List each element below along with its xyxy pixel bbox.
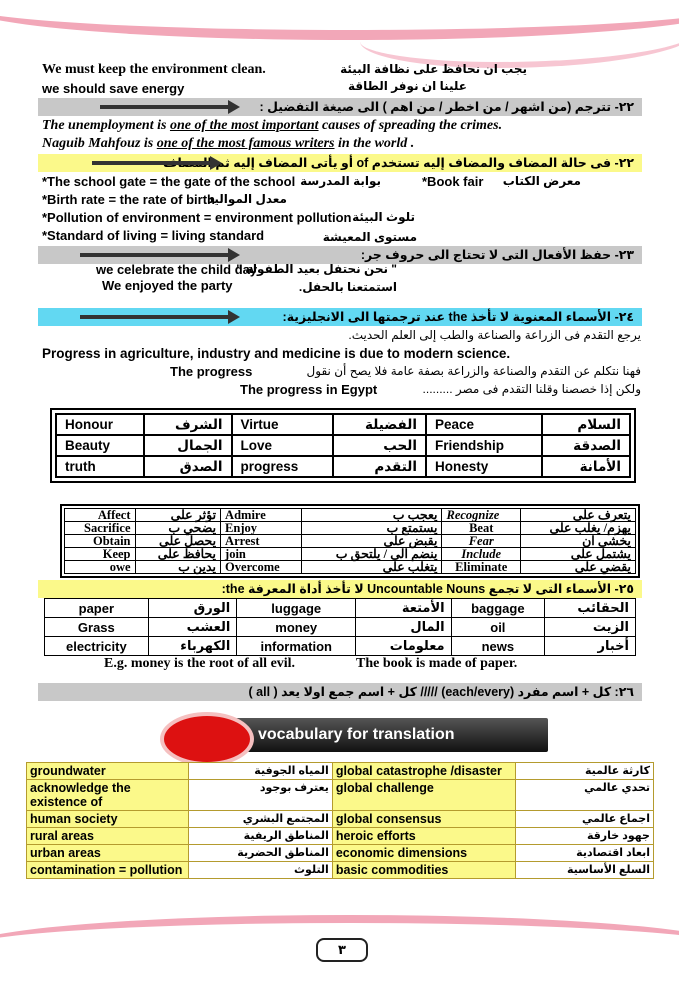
top-decorative-curve-2 [360, 2, 679, 68]
page-number: ٣ [316, 938, 368, 962]
vocabulary-table [26, 762, 654, 879]
table-row: owe يدين ب Overcome يتغلب على Eliminate يقضي على [65, 561, 636, 574]
sentence-ar-1: يجب ان نحافظ على نظافة البيئة [340, 62, 527, 76]
uncountable-nouns-table [44, 598, 636, 656]
arrow-icon [80, 253, 230, 257]
section-22a-header-text: ٢٢- تترجم (من اشهر / من اخطر / من اهم ) الى صيغة التفضيل : [259, 100, 634, 114]
sentence-23-ar-2: استمتعنا بالحفل. [298, 280, 397, 294]
sentence-en-1: We must keep the environment clean. [42, 62, 266, 77]
table-row: urban areas المناطق الحضرية economic dimensions ابعاد اقتصادية [27, 845, 654, 862]
example-22a-2: Naguib Mahfouz is one of the most famous writers in the world . [42, 136, 415, 151]
arrow-icon [100, 105, 230, 109]
banner-decoration-icon [160, 712, 254, 766]
compound-item-3-ar: تلوث البيئة [352, 210, 415, 224]
table-row: Sacrifice يضحي ب Enjoy يستمتع ب Beat يهزم/ يغلب على [65, 522, 636, 535]
sentence-ar-2: علينا ان نوفر الطاقة [347, 79, 467, 93]
uncountable-table-frame [44, 598, 636, 656]
example-25-2: The book is made of paper. [356, 656, 518, 671]
compound-item-3: *Pollution of environment = environment pollution [42, 210, 352, 225]
table-row: acknowledge the existence of يعترف بوجود global challenge تحدي عالمي [27, 780, 654, 811]
compound-item-1: *The school gate = the gate of the school [42, 174, 296, 189]
compound-item-4: *Standard of living = living standard [42, 228, 265, 243]
compound-item-2-ar: معدل المواليد [207, 192, 287, 206]
arrow-icon [92, 161, 212, 165]
sentence-24-ar-1: يرجع التقدم فى الزراعة والصناعة والطب إلى العلم الحديث. [348, 328, 641, 342]
sentence-23-ar-1: " نحن نحتفل بعيد الطفولة " [236, 262, 397, 276]
compound-item-4-ar: مستوى المعيشة [322, 230, 417, 244]
table-row: truth الصدق progress التقدم Honesty الأمانة [56, 456, 630, 477]
sentence-23-en-2: We enjoyed the party [102, 278, 233, 293]
section-23-header-text: ٢٣- حفظ الأفعال التى لا تحتاج الى حروف جر: [360, 248, 634, 262]
abstract-nouns-table-frame [50, 408, 636, 483]
compound-item-1b: *Book fair [422, 174, 484, 189]
sentence-24-en-1: Progress in agriculture, industry and medicine is due to modern science. [42, 346, 511, 361]
sentence-24-en-2: The progress [170, 364, 253, 379]
compound-item-2: *Birth rate = the rate of birth [42, 192, 215, 207]
verbs-table [64, 508, 636, 574]
sentence-24-ar-2: فهنا نتكلم عن التقدم والصناعة والزراعة بصفة عامة فلا يصح أن نقول [306, 364, 641, 378]
table-row: paper الورق luggage الأمتعة baggage الحقائب [45, 599, 636, 618]
example-22a-1: The unemployment is one of the most important causes of spreading the crimes. [42, 118, 503, 133]
vocabulary-table-frame [26, 762, 654, 879]
arrow-icon [80, 315, 230, 319]
sentence-24-en-3: The progress in Egypt [240, 382, 378, 397]
table-row: Affect تؤثر على Admire يعجب ب Recognize يتعرف على [65, 509, 636, 522]
abstract-nouns-table [55, 413, 631, 478]
table-row: electricity الكهرباء information معلومات news أخبار [45, 637, 636, 656]
sentence-23-en-1: we celebrate the child day [96, 262, 258, 277]
vocabulary-banner: vocabulary for translation [228, 718, 548, 752]
table-row: Grass العشب money المال oil الزيت [45, 618, 636, 637]
table-row: Beauty الجمال Love الحب Friendship الصدقة [56, 435, 630, 456]
table-row: Keep يحافظ على join ينضم الى / يلتحق ب Include يشتمل على [65, 548, 636, 561]
section-24-header-text: ٢٤- الأسماء المعنوية لا تأخذ the عند ترجمتها الى الانجليزية: [282, 310, 634, 324]
example-25-1: E.g. money is the root of all evil. [104, 656, 296, 671]
table-row: groundwater المياه الجوفية global catastrophe /disaster كارثة عالمية [27, 763, 654, 780]
verbs-table-frame [60, 504, 640, 578]
sentence-24-ar-3: ولكن إذا خصصنا وقلنا التقدم فى مصر ......... [422, 382, 641, 396]
section-22b-header-text: ٢٢- فى حالة المضاف والمضاف إليه تستخدم of أو يأتى المضاف إليه ثم المضاف [162, 156, 634, 170]
compound-item-1-ar: بوابة المدرسة [300, 174, 381, 188]
table-row: contamination = pollution التلوث basic commodities السلع الأساسية [27, 862, 654, 879]
table-row: human society المجتمع البشري global consensus اجماع عالمي [27, 811, 654, 828]
section-25-header-text: ٢٥- الأسماء التى لا تجمع Uncountable Nouns لا تأخذ أداة المعرفة the: [221, 582, 634, 596]
sentence-en-2: we should save energy [42, 81, 185, 96]
section-25-header [38, 580, 642, 598]
table-row: Obtain يحصل على Arrest يقبض على Fear يخشى ان [65, 535, 636, 548]
section-26-header [38, 683, 642, 701]
compound-item-1b-ar: معرض الكتاب [502, 174, 581, 188]
section-26-header-text: ٢٦: كل + اسم مفرد (each/every) ///// كل + اسم جمع اولا يعد ( all ) [248, 685, 634, 699]
table-row: rural areas المناطق الريفية heroic efforts جهود خارقة [27, 828, 654, 845]
table-row: Honour الشرف Virtue الفضيلة Peace السلام [56, 414, 630, 435]
